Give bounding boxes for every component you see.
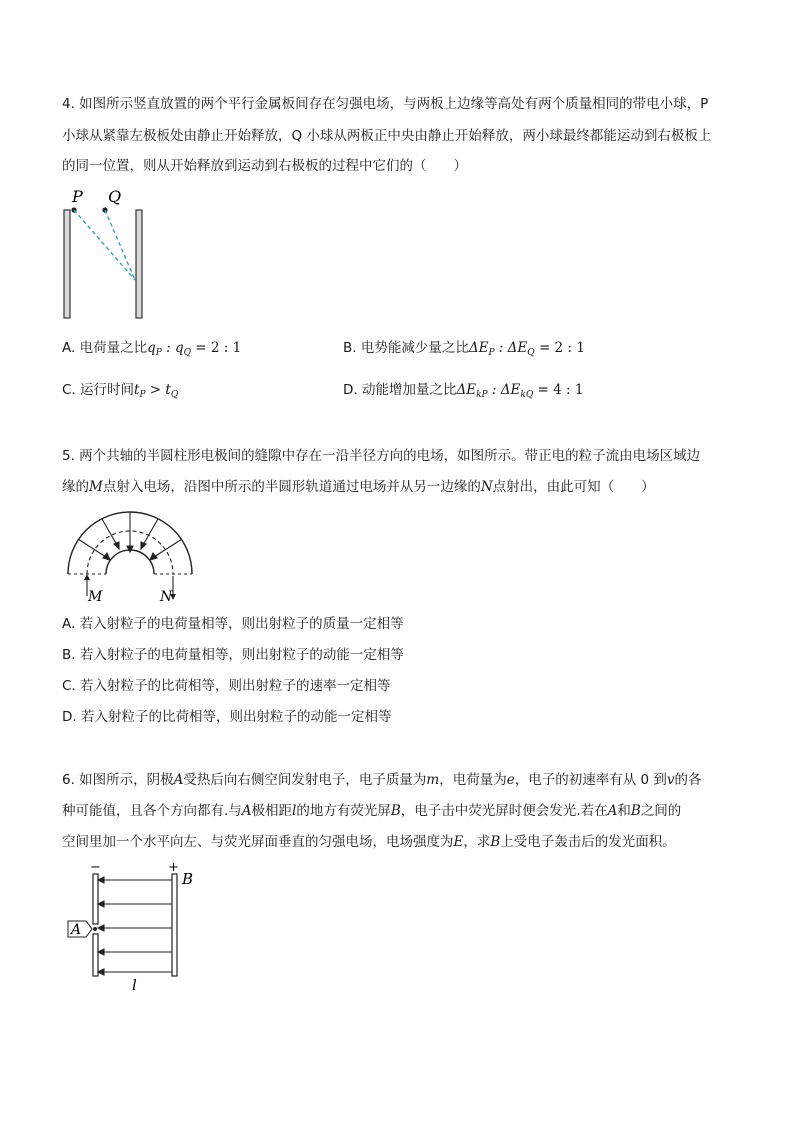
q5-semicircular-electrodes-figure (64, 500, 204, 610)
screen-b (172, 874, 177, 976)
q5-line-1: 5. 两个共轴的半圆柱形电极间的缝隙中存在一沿半径方向的电场，如图所示。带正电的粒子流由电场区域边 (62, 448, 701, 464)
q5-option-c[interactable]: C. 若入射粒子的比荷相等，则出射粒子的速率一定相等 (62, 678, 391, 694)
trajectory-q (105, 210, 135, 280)
cathode-upper (93, 874, 98, 924)
q6-line-1: 6. 如图所示，阴极A受热后向右侧空间发射电子，电子质量为m，电荷量为e，电子的初速率有从 0 到v的各 (62, 772, 702, 788)
label-q: Q (108, 187, 122, 206)
q4-option-d[interactable]: D. 动能增加量之比$\Delta E_{kP}$ : $\Delta E_{kQ} = 4$ : 1 (343, 382, 584, 400)
emitter-point (93, 927, 97, 931)
q5-option-d[interactable]: D. 若入射粒子的比荷相等，则出射粒子的动能一定相等 (62, 709, 392, 725)
q5-line-2: 缘的M点射入电场，沿图中所示的半圆形轨道通过电场并从另一边缘的N点射出，由此可知（ ） (62, 479, 655, 495)
right-plate (136, 210, 142, 318)
q4-parallel-plates-figure (58, 186, 158, 326)
label-b: B (182, 870, 194, 888)
q6-line-3: 空间里加一个水平向左、与荧光屏面垂直的匀强电场，电场强度为E，求B上受电子轰击后的发光面积。 (62, 834, 676, 850)
q4-line-2: 小球从紧靠左极板处由静止开始释放，Q 小球从两板正中央由静止开始释放，两小球最终都能运动到右极板上 (62, 128, 712, 144)
label-a: A (71, 922, 82, 938)
label-l: l (132, 976, 137, 994)
left-plate (64, 210, 70, 318)
q4-option-c[interactable]: C. 运行时间$t_P > t_Q$ (62, 382, 179, 400)
q4-line-3: 的同一位置，则从开始释放到运动到右极板的过程中它们的（ ） (62, 158, 467, 174)
cathode-lower (93, 934, 98, 976)
plus-sign: + (168, 860, 179, 875)
q4-line-1: 4. 如图所示竖直放置的两个平行金属板间存在匀强电场，与两板上边缘等高处有两个质量相同的带电小球，P (62, 96, 709, 112)
inner-electrode (106, 550, 154, 574)
label-m: M (88, 589, 103, 605)
field-lines (98, 877, 172, 975)
field-arrows (78, 512, 182, 560)
label-p: P (72, 187, 83, 206)
q5-option-b[interactable]: B. 若入射粒子的电荷量相等，则出射粒子的动能一定相等 (62, 647, 404, 663)
q6-cathode-screen-figure (62, 860, 212, 1000)
q4-option-a[interactable]: A. 电荷量之比$q_P$ : $q_Q = 2$ : 1 (62, 340, 242, 358)
q4-option-b[interactable]: B. 电势能减少量之比$\Delta E_P$ : $\Delta E_Q = 2$ : 1 (343, 340, 585, 358)
label-n: N (160, 589, 173, 605)
minus-sign: − (90, 860, 101, 875)
trajectory-p (74, 210, 135, 280)
q6-line-2: 种可能值，且各个方向都有.与A极相距l的地方有荧光屏B，电子击中荧光屏时便会发光.若在A和B之间的 (62, 803, 682, 819)
q5-option-a[interactable]: A. 若入射粒子的电荷量相等，则出射粒子的质量一定相等 (62, 616, 404, 632)
